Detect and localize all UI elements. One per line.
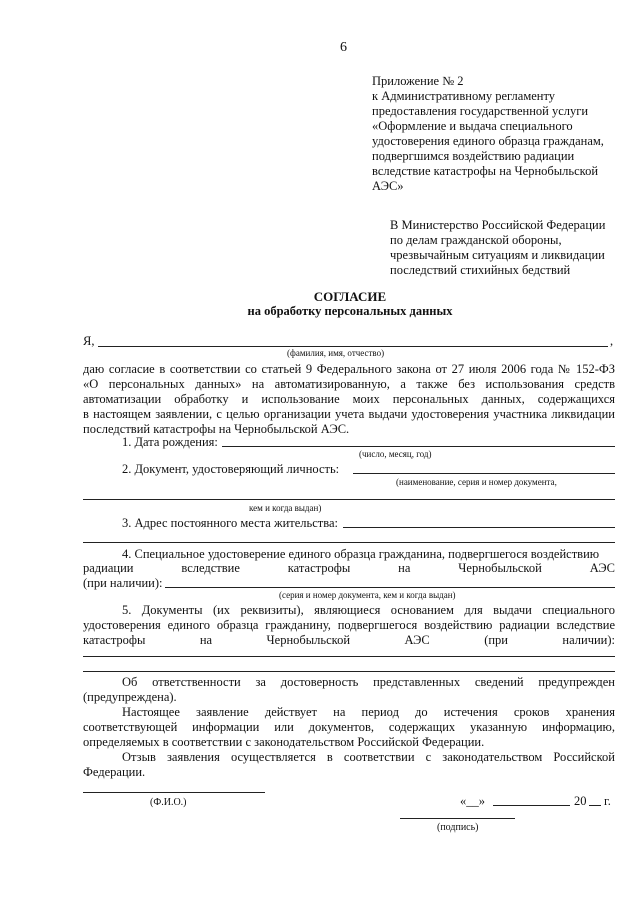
id-document-hint: (наименование, серия и номер документа, [396,477,557,487]
certificate-label: 4. Специальное удостоверение единого образца гражданина, подвергшегося воздействию [122,547,600,561]
documents-label-3: катастрофы на Чернобыльской АЭС (при наличии): [83,633,615,647]
documents-label-2: удостоверения единого образца гражданину, подвергшегося воздействию радиации вследствие [83,618,615,632]
appendix-line: удостоверения единого образца гражданам, [372,134,604,148]
date-year-suffix: г. [604,794,611,808]
consent-paragraph [83,362,615,437]
appendix-line: вследствие катастрофы на Чернобыльской [372,164,599,178]
revoke-text-2: Федерации. [83,765,146,779]
signature-fio-label: (Ф.И.О.) [150,797,187,808]
validity-text-3: определяемых в соответствии с законодательством Российской Федерации. [83,735,485,749]
addressee-block [390,218,605,278]
certificate-hint: (серия и номер документа, кем и когда выдан) [279,590,456,600]
consent-line: даю согласие в соответствии со статьей 9 Федерального закона от 27 июля 2006 года № 152-ФЗ [83,362,615,376]
id-document-hint-2: кем и когда выдан) [249,503,322,513]
addressee-line: по делам гражданской обороны, [390,233,562,247]
responsibility-text-2: (предупреждена). [83,690,177,704]
document-subtitle: на обработку персональных данных [247,304,453,318]
signature-fio-line[interactable] [83,792,265,793]
birth-date-hint: (число, месяц, год) [359,449,432,459]
signature-line[interactable] [400,818,515,819]
addressee-line: чрезвычайным ситуациям и ликвидации [390,248,605,262]
documents-input-line-2[interactable] [83,671,615,672]
certificate-input-line[interactable] [165,587,615,588]
appendix-header [372,74,604,194]
appendix-line: Приложение № 2 [372,74,464,88]
consent-line: в настоящем заявлении, с целью организации учета выдачи удостоверения участника ликвидации [83,407,615,421]
id-document-input-line[interactable] [353,473,615,474]
appendix-line: предоставления государственной услуги [372,104,589,118]
appendix-line: к Административному регламенту [372,89,556,103]
address-label: 3. Адрес постоянного места жительства: [122,516,338,530]
consent-line: последствий катастрофы на Чернобыльской АЭС. [83,422,350,436]
addressee-line: В Министерство Российской Федерации [390,218,606,232]
page-number: 6 [340,40,347,55]
ya-label: Я, [83,334,95,348]
address-input-line-2[interactable] [83,542,615,543]
fio-input-line[interactable] [98,346,608,347]
responsibility-text: Об ответственности за достоверность представленных сведений предупрежден [122,675,615,689]
certificate-label-2: радиации вследствие катастрофы на Чернобыльской АЭС [83,561,615,575]
birth-date-input-line[interactable] [222,446,615,447]
consent-line: автоматизации обработку и использование моих персональных данных, содержащихся [83,392,615,406]
fio-comma: , [610,334,614,348]
signature-label: (подпись) [437,822,479,833]
appendix-line: «Оформление и выдача специального [372,119,573,133]
fio-hint: (фамилия, имя, отчество) [287,348,385,358]
consent-line: «О персональных данных» на автоматизированную, а также без использования средств [83,377,615,391]
date-year-prefix: 20 [574,794,587,808]
document-title: СОГЛАСИЕ [313,289,387,304]
validity-text: Настоящее заявление действует на период до истечения сроков хранения [122,705,615,719]
id-document-input-line-2[interactable] [83,499,615,500]
address-input-line[interactable] [343,527,615,528]
documents-input-line[interactable] [83,656,615,657]
birth-date-label: 1. Дата рождения: [122,435,218,449]
appendix-line: АЭС» [372,179,404,193]
id-document-label: 2. Документ, удостоверяющий личность: [122,462,340,476]
certificate-label-3: (при наличии): [83,576,163,590]
date-day-field[interactable]: «__» [460,794,485,808]
date-year-line[interactable] [589,805,601,806]
appendix-line: подвергшимся воздействию радиации [372,149,575,163]
revoke-text: Отзыв заявления осуществляется в соответствии с законодательством Российской [122,750,615,764]
documents-label: 5. Документы (их реквизиты), являющиеся основанием для выдачи специального [122,603,615,617]
date-month-line[interactable] [493,805,570,806]
addressee-line: последствий стихийных бедствий [390,263,571,277]
validity-text-2: соответствующей информации или документов, содержащих указанную информацию, [83,720,615,734]
